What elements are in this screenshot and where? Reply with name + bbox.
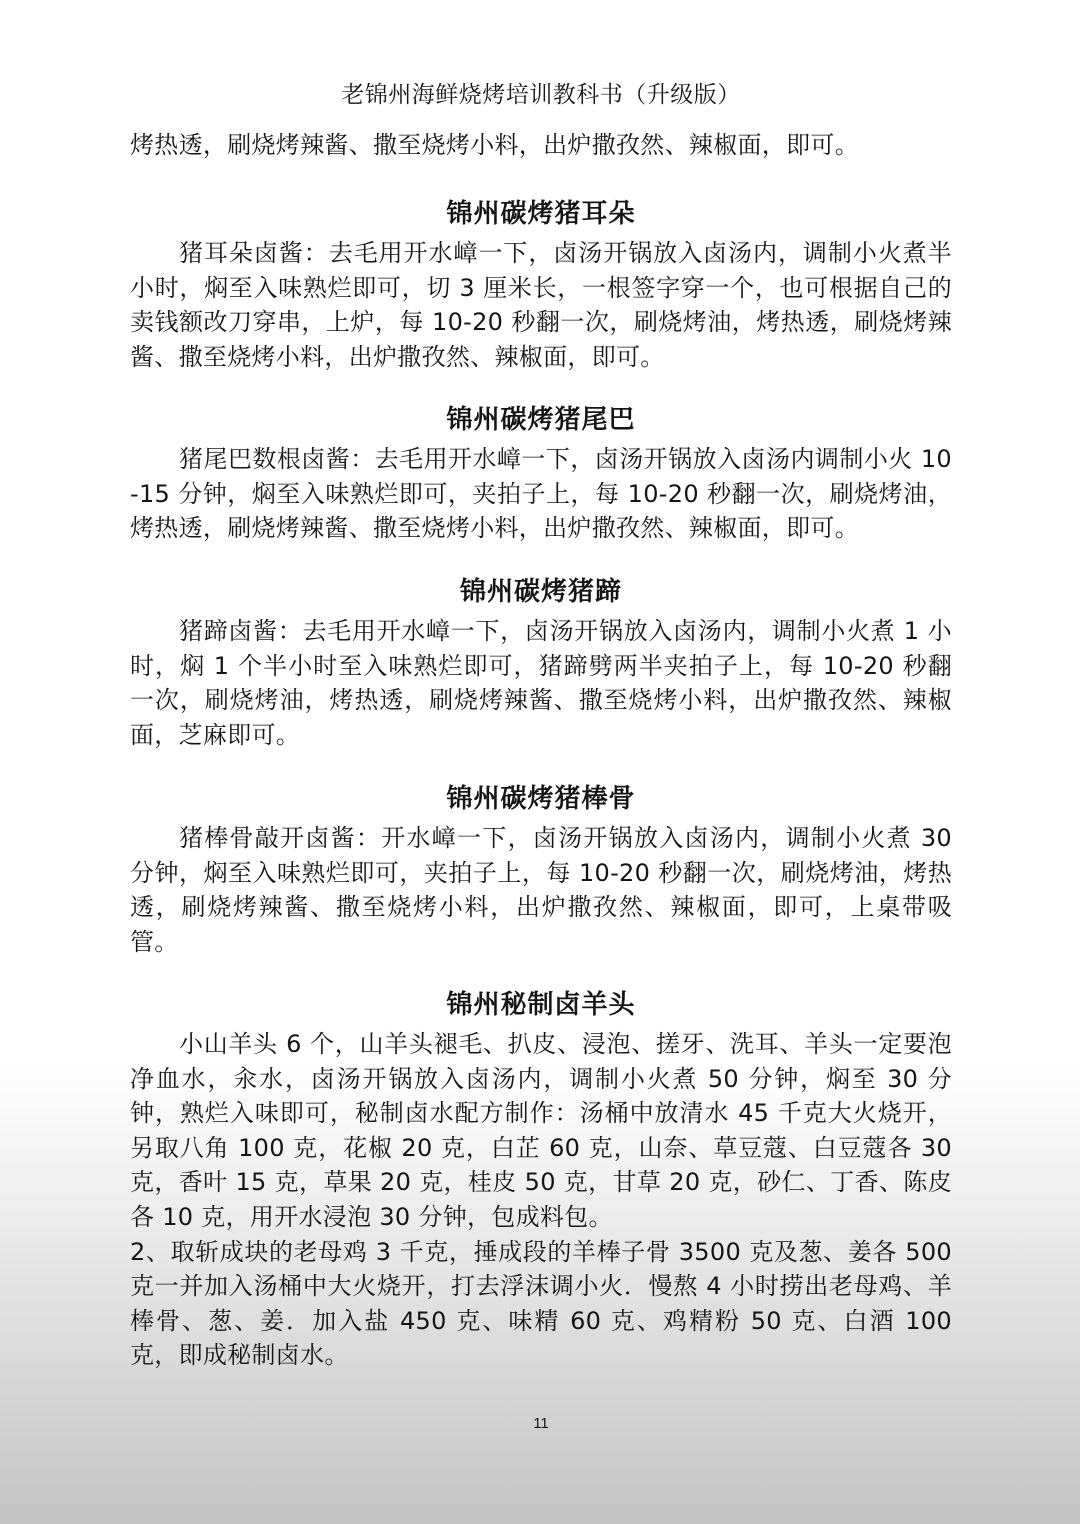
section-pig-trotter bbox=[130, 574, 952, 752]
intro-block bbox=[130, 128, 952, 163]
section-pig-tail bbox=[130, 402, 952, 546]
section-title: 锦州碳烤猪耳朵 bbox=[446, 199, 636, 229]
section-title: 锦州秘制卤羊头 bbox=[446, 990, 636, 1020]
section-paragraph: 小山羊头 6 个，山羊头褪毛、扒皮、浸泡、搓牙、洗耳、羊头一定要泡净血水，汆水，卤汤开锅放入卤汤内，调制小火煮 50 分钟，焖至 30 分钟，熟烂入味即可，秘制卤水配方制作：汤桶中放清水 45 千克大火烧开，另取八角 100 克，花椒 20 克，白芷 60 克，山奈、草豆蔻、白豆蔻各 30 克，香叶 15 克，草果 20 克，桂皮 50 克，甘草 20 克，砂仁、丁香、陈皮各 10 克，用开水浸泡 30 分钟，包成料包。 bbox=[130, 1030, 952, 1231]
section-title: 锦州碳烤猪尾巴 bbox=[446, 405, 636, 435]
section-paragraph: 猪耳朵卤酱：去毛用开水嶂一下，卤汤开锅放入卤汤内，调制小火煮半小时，焖至入味熟烂即可，切 3 厘米长，一根签字穿一个，也可根据自己的卖钱额改刀穿串，上炉，每 10-20 秒翻一次，刷烧烤油，烤热透，刷烧烤辣酱、撒至烧烤小料，出炉撒孜然、辣椒面，即可。 bbox=[130, 239, 952, 371]
section-goat-head bbox=[130, 987, 952, 1373]
section-pig-ear bbox=[130, 196, 952, 374]
section-paragraph: 猪棒骨敲开卤酱：开水嶂一下，卤汤开锅放入卤汤内，调制小火煮 30 分钟，焖至入味熟烂即可，夹拍子上，每 10-20 秒翻一次，刷烧烤油，烤热透，刷烧烤辣酱、撒至烧烤小料，出炉撒孜然、辣椒面，即可，上桌带吸管。 bbox=[130, 824, 952, 956]
intro-paragraph: 烤热透，刷烧烤辣酱、撒至烧烤小料，出炉撒孜然、辣椒面，即可。 bbox=[130, 131, 859, 159]
section-title: 锦州碳烤猪棒骨 bbox=[446, 784, 636, 814]
section-paragraph: 2、取斩成块的老母鸡 3 千克，捶成段的羊棒子骨 3500 克及葱、姜各 500 克一并加入汤桶中大火烧开，打去浮沫调小火．慢熬 4 小时捞出老母鸡、羊棒骨、葱、姜．加入盐 450 克、味精 60 克、鸡精粉 50 克、白酒 100 克，即成秘制卤水。 bbox=[130, 1237, 952, 1370]
section-paragraph: 猪蹄卤酱：去毛用开水嶂一下，卤汤开锅放入卤汤内，调制小火煮 1 小时，焖 1 个半小时至入味熟烂即可，猪蹄劈两半夹拍子上，每 10-20 秒翻一次，刷烧烤油，烤热透，刷烧烤辣酱、撒至烧烤小料，出炉撒孜然、辣椒面，芝麻即可。 bbox=[130, 617, 952, 749]
page-number: 11 bbox=[533, 1415, 549, 1432]
section-pig-bone bbox=[130, 781, 952, 959]
document-page bbox=[130, 0, 952, 1524]
running-header: 老锦州海鲜烧烤培训教科书（升级版） bbox=[341, 82, 741, 108]
section-paragraph: 猪尾巴数根卤酱：去毛用开水嶂一下，卤汤开锅放入卤汤内调制小火 10-15 分钟，焖至入味熟烂即可，夹拍子上，每 10-20 秒翻一次，刷烧烤油，烤热透，刷烧烤辣酱、撒至烧烤小料，出炉撒孜然、辣椒面，即可。 bbox=[130, 445, 952, 543]
section-title: 锦州碳烤猪蹄 bbox=[459, 577, 622, 607]
